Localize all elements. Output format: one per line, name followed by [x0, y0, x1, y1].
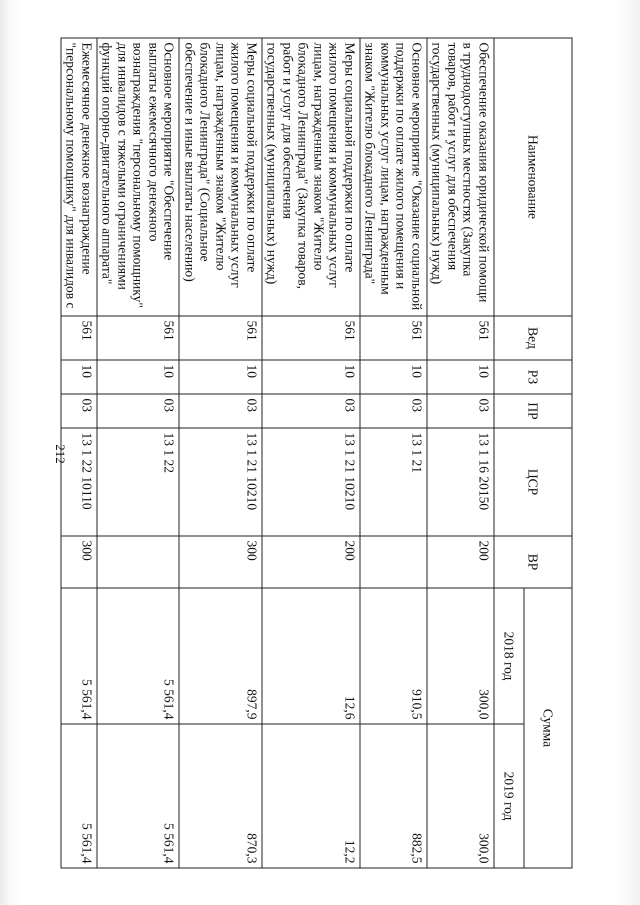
cell-pr: 03	[427, 394, 494, 428]
cell-csr: 13 1 16 20150	[427, 428, 494, 536]
cell-sum-2018: 910,5	[360, 588, 427, 724]
header-ved: Вед	[494, 316, 572, 360]
table-row	[360, 38, 427, 868]
cell-ved: 561	[427, 316, 494, 360]
cell-vr	[97, 536, 180, 588]
table-header-row	[524, 38, 572, 868]
cell-rz: 10	[427, 360, 494, 394]
cell-sum-2019: 12,2	[262, 724, 360, 868]
header-year-2018: 2018 год	[494, 588, 524, 724]
cell-sum-2018: 12,6	[262, 588, 360, 724]
cell-sum-2019: 870,3	[180, 724, 263, 868]
cell-csr: 13 1 21 10210	[180, 428, 263, 536]
cell-rz: 10	[61, 360, 97, 394]
cell-pr: 03	[180, 394, 263, 428]
budget-table	[61, 38, 573, 869]
cell-vr: 200	[427, 536, 494, 588]
cell-vr: 200	[262, 536, 360, 588]
cell-vr: 300	[180, 536, 263, 588]
page-number: 212	[53, 444, 68, 464]
cell-name: Основное мероприятие "Обеспечение выплаты ежемесячного денежного вознаграждения "персональному помощнику" для инвалидов с тяжелыми ограничениями функций опорно-двигательного аппарата"	[97, 38, 180, 316]
cell-sum-2019: 300,0	[427, 724, 494, 868]
cell-ved: 561	[180, 316, 263, 360]
rotated-table-container	[64, 38, 573, 868]
table-row	[180, 38, 263, 868]
cell-sum-2019: 5 561,4	[61, 724, 97, 868]
cell-sum-2018: 5 561,4	[97, 588, 180, 724]
cell-ved: 561	[262, 316, 360, 360]
cell-ved: 561	[360, 316, 427, 360]
table-row	[427, 38, 494, 868]
cell-csr: 13 1 22 10110	[61, 428, 97, 536]
cell-rz: 10	[180, 360, 263, 394]
cell-name: Ежемесячное денежное вознаграждение "персональному помощнику" для инвалидов с	[61, 38, 97, 316]
cell-sum-2018: 897,9	[180, 588, 263, 724]
cell-sum-2019: 882,5	[360, 724, 427, 868]
cell-sum-2018: 300,0	[427, 588, 494, 724]
header-vr: ВР	[494, 536, 572, 588]
header-pr: ПР	[494, 394, 572, 428]
cell-vr: 300	[61, 536, 97, 588]
header-csr: ЦСР	[494, 428, 572, 536]
header-sum: Сумма	[524, 588, 572, 868]
cell-name: Обеспечение оказания юридической помощи в труднодоступных местностях (Закупка товаров, работ и услуг для обеспечения государственных (муниципальных) нужд)	[427, 38, 494, 316]
cell-csr: 13 1 21 10210	[262, 428, 360, 536]
cell-csr: 13 1 21	[360, 428, 427, 536]
header-year-2019: 2019 год	[494, 724, 524, 868]
cell-csr: 13 1 22	[97, 428, 180, 536]
table-row	[262, 38, 360, 868]
cell-name: Меры социальной поддержки по оплате жилого помещения и коммунальных услуг лицам, награжденным знаком "Жителю блокадного Ленинграда" (Закупка товаров, работ и услуг для обеспечения государственных (муниципальных) нужд)	[262, 38, 360, 316]
table-row	[61, 38, 97, 868]
cell-pr: 03	[360, 394, 427, 428]
cell-ved: 561	[61, 316, 97, 360]
header-name: Наименование	[494, 38, 572, 316]
cell-sum-2018: 5 561,4	[61, 588, 97, 724]
cell-pr: 03	[61, 394, 97, 428]
cell-ved: 561	[97, 316, 180, 360]
header-rz: РЗ	[494, 360, 572, 394]
cell-name: Основное мероприятие "Оказание социальной поддержки по оплате жилого помещения и коммунальных услуг лицам, награжденным знаком "Жителю блокадного Ленинграда"	[360, 38, 427, 316]
table-row	[97, 38, 180, 868]
cell-pr: 03	[97, 394, 180, 428]
cell-rz: 10	[97, 360, 180, 394]
cell-pr: 03	[262, 394, 360, 428]
cell-sum-2019: 5 561,4	[97, 724, 180, 868]
cell-rz: 10	[262, 360, 360, 394]
cell-rz: 10	[360, 360, 427, 394]
cell-vr	[360, 536, 427, 588]
cell-name: Меры социальной поддержки по оплате жилого помещения и коммунальных услуг лицам, награжденным знаком "Жителю блокадного Ленинграда" (Социальное обеспечение и иные выплаты населению)	[180, 38, 263, 316]
